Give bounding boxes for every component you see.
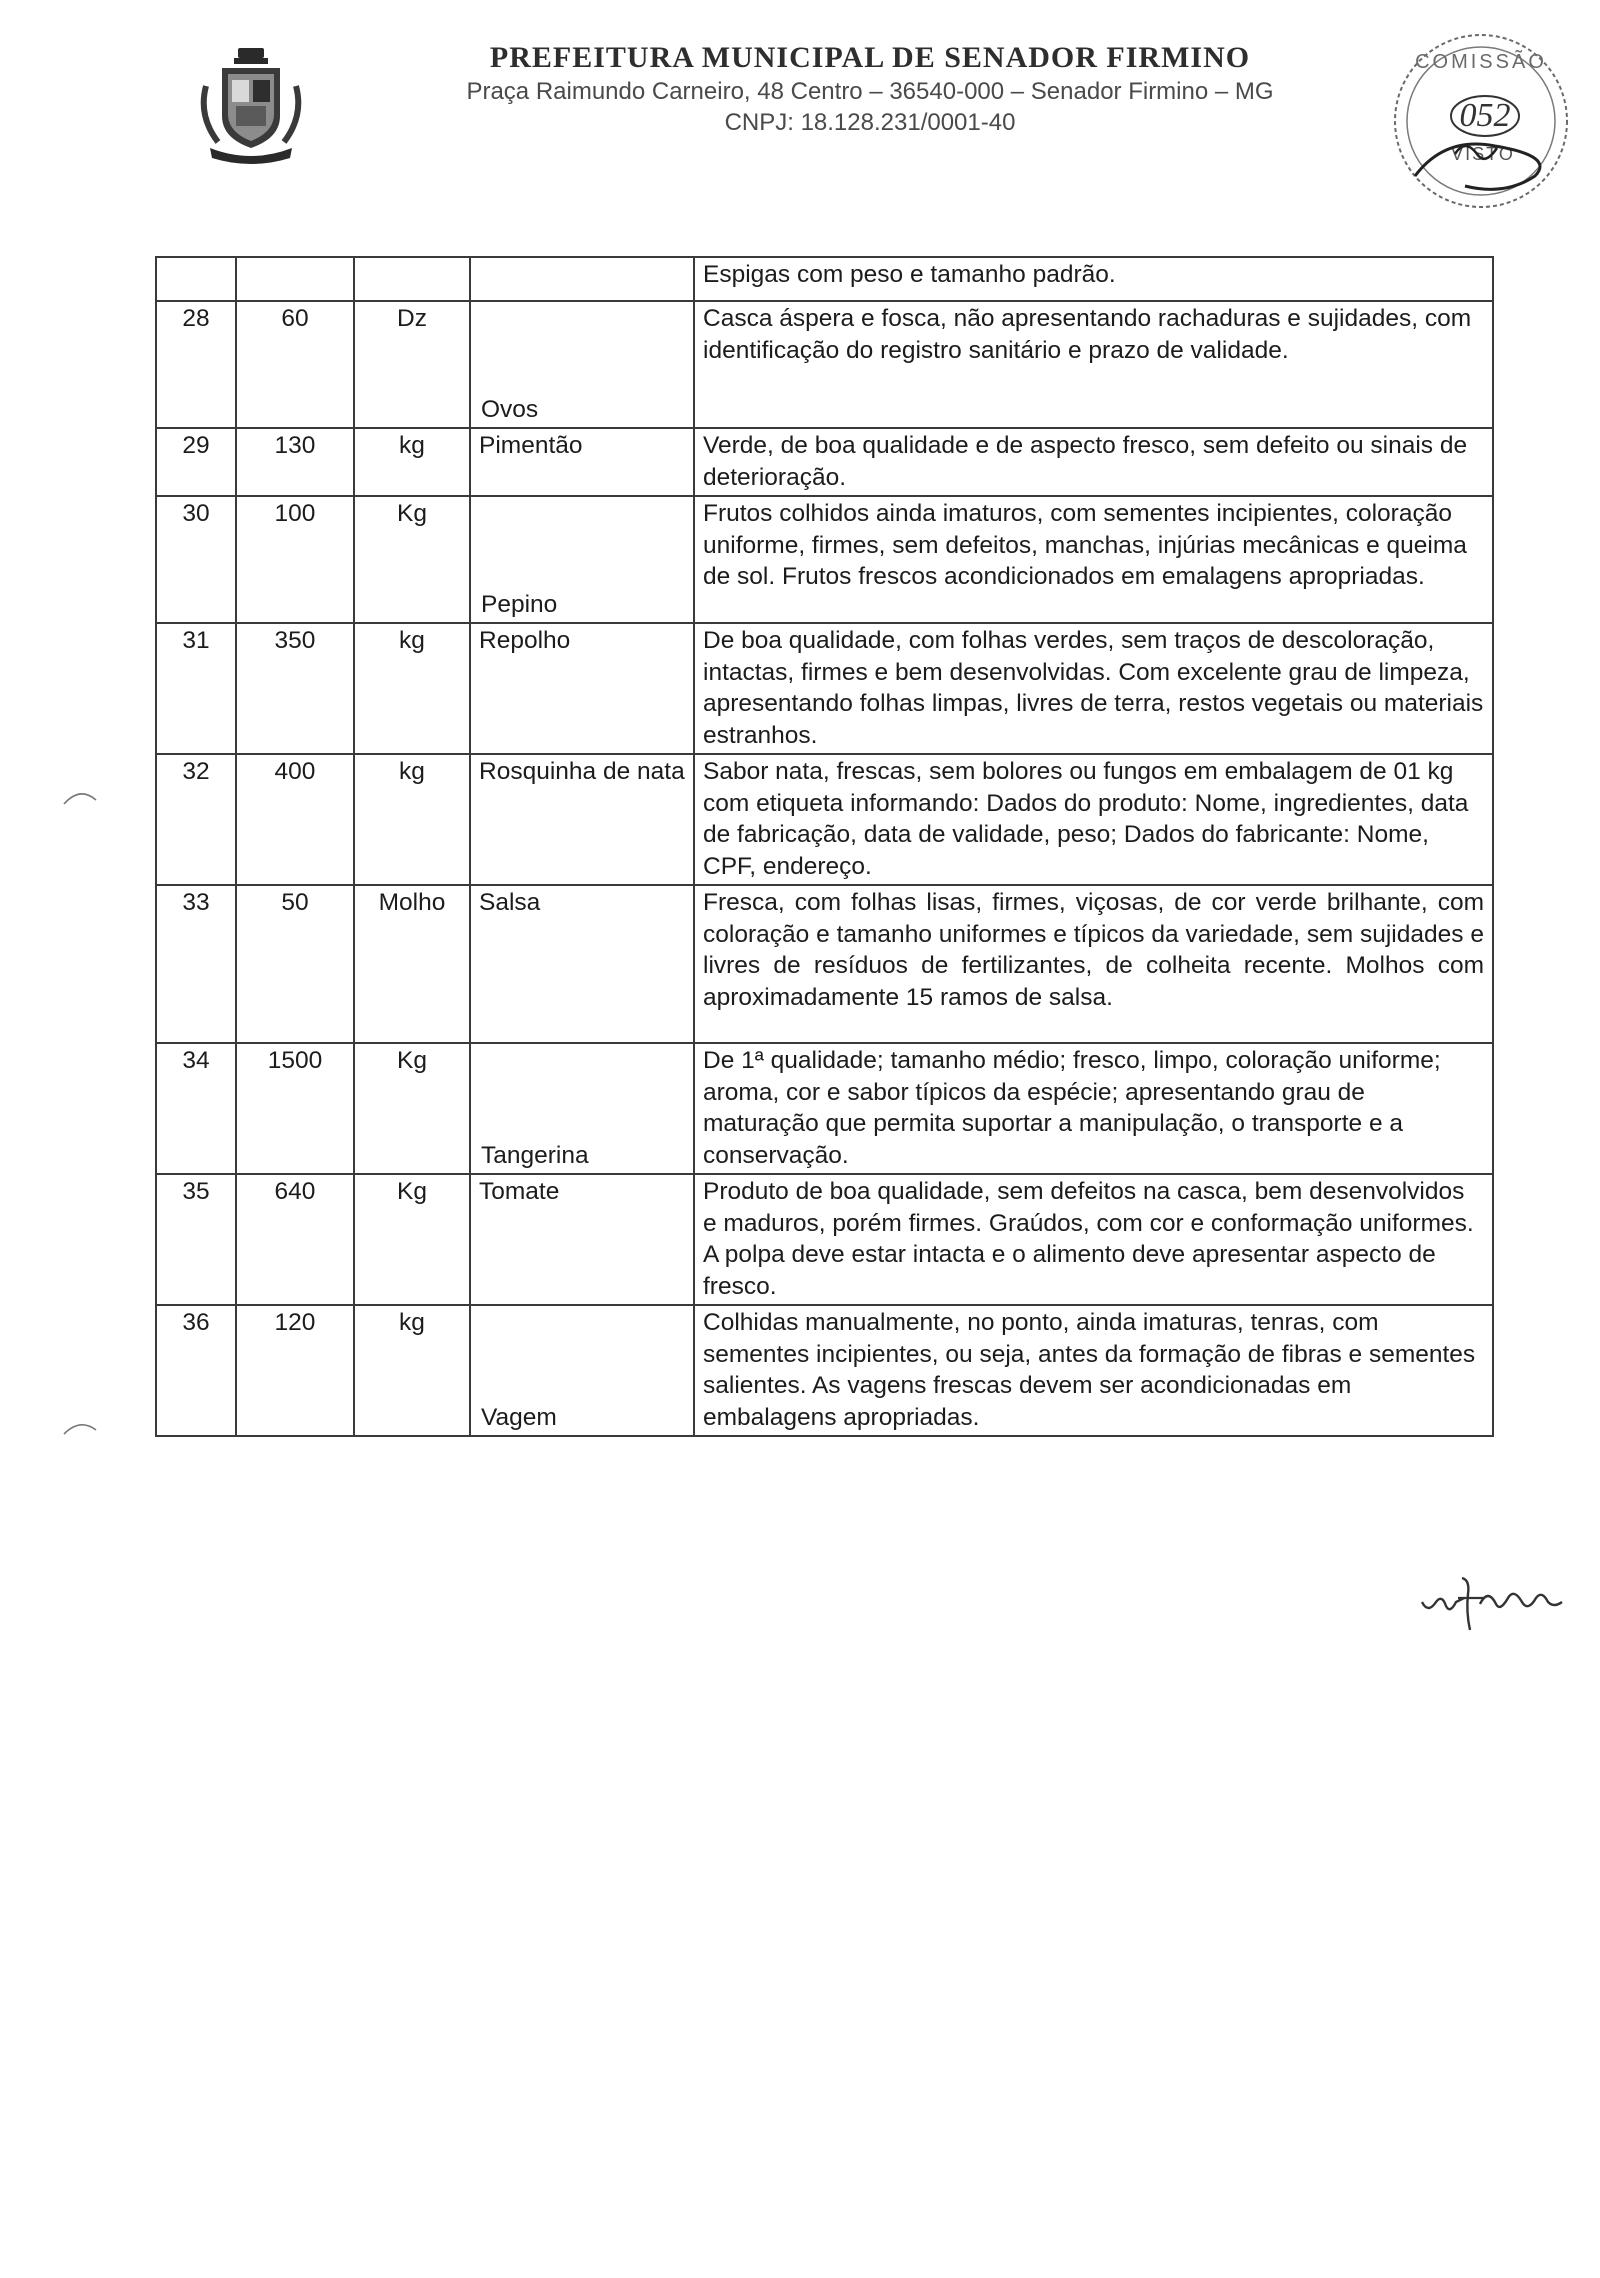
- item-number: 32: [156, 754, 236, 885]
- item-product: Tomate: [479, 1178, 560, 1205]
- item-number: 36: [156, 1305, 236, 1436]
- item-unit: Kg: [354, 496, 470, 623]
- item-unit: kg: [354, 1305, 470, 1436]
- item-number-cell: [156, 257, 236, 301]
- item-product: Vagem: [481, 1403, 557, 1431]
- item-unit: Kg: [354, 1043, 470, 1174]
- municipality-cnpj: CNPJ: 18.128.231/0001-40: [724, 109, 1016, 136]
- item-quantity-cell: [236, 257, 354, 301]
- margin-mark-icon: [60, 780, 100, 810]
- item-description: De 1ª qualidade; tamanho médio; fresco, limpo, coloração uniforme; aroma, cor e sabor típicos da espécie; apresentando grau de maturação que permita suportar a manipulação, o transporte e a conservação.: [694, 1043, 1493, 1174]
- stamp-page-number: 052: [1459, 97, 1511, 134]
- item-quantity: 130: [236, 428, 354, 496]
- item-product-cell: [470, 1305, 694, 1436]
- item-number: 31: [156, 623, 236, 754]
- item-description: Verde, de boa qualidade e de aspecto fresco, sem defeito ou sinais de deterioração.: [694, 428, 1493, 496]
- item-description: Produto de boa qualidade, sem defeitos na casca, bem desenvolvidos e maduros, porém firmes. Graúdos, com cor e conformação uniformes. A polpa deve estar intacta e o alimento deve apresentar aspecto de fresco.: [694, 1174, 1493, 1305]
- table-row: [156, 428, 1493, 496]
- item-quantity: 400: [236, 754, 354, 885]
- item-product-cell: [470, 623, 694, 754]
- municipal-crest-icon: [192, 46, 310, 166]
- item-product-cell: [470, 1174, 694, 1305]
- item-unit: kg: [354, 754, 470, 885]
- municipality-name: PREFEITURA MUNICIPAL DE SENADOR FIRMINO: [489, 41, 1251, 74]
- item-number: 34: [156, 1043, 236, 1174]
- item-unit: kg: [354, 623, 470, 754]
- item-product-cell: [470, 496, 694, 623]
- table-row: [156, 301, 1493, 428]
- item-product-cell: [470, 885, 694, 1043]
- item-product-cell: [470, 1043, 694, 1174]
- items-table-body: [156, 257, 1493, 1436]
- item-quantity: 1500: [236, 1043, 354, 1174]
- table-row: [156, 1305, 1493, 1436]
- table-row: [156, 754, 1493, 885]
- item-description: De boa qualidade, com folhas verdes, sem traços de descoloração, intactas, firmes e bem desenvolvidas. Com excelente grau de limpeza, apresentando folhas limpas, livres de terra, restos vegetais ou materiais estranhos.: [694, 623, 1493, 754]
- signature: [1418, 1568, 1568, 1638]
- item-quantity: 100: [236, 496, 354, 623]
- item-product-cell: [470, 428, 694, 496]
- items-table: [155, 256, 1494, 1437]
- stamp-label: VISTO: [1451, 144, 1515, 164]
- item-unit: Dz: [354, 301, 470, 428]
- item-description: Fresca, com folhas lisas, firmes, viçosas, de cor verde brilhante, com coloração e tamanho uniformes e típicos da variedade, sem sujidades e livres de resíduos de fertilizantes, de colheita recente. Molhos com aproximadamente 15 ramos de salsa.: [694, 885, 1493, 1043]
- item-product: Pepino: [481, 590, 558, 618]
- item-product: Tangerina: [481, 1141, 589, 1169]
- letterhead-text: [330, 40, 1410, 138]
- item-quantity: 120: [236, 1305, 354, 1436]
- item-product: Repolho: [479, 627, 571, 654]
- table-row-continuation: [156, 257, 1493, 301]
- item-quantity: 60: [236, 301, 354, 428]
- table-row: [156, 1043, 1493, 1174]
- municipality-address: Praça Raimundo Carneiro, 48 Centro – 36540-000 – Senador Firmino – MG: [466, 78, 1274, 105]
- item-unit: Molho: [354, 885, 470, 1043]
- item-quantity: 350: [236, 623, 354, 754]
- table-row: [156, 623, 1493, 754]
- item-product: Pimentão: [479, 432, 583, 459]
- item-number: 33: [156, 885, 236, 1043]
- item-number: 35: [156, 1174, 236, 1305]
- item-product: Salsa: [479, 889, 541, 916]
- commission-stamp: [1385, 26, 1577, 216]
- item-product: Rosquinha de nata: [479, 758, 685, 785]
- table-row: [156, 1174, 1493, 1305]
- item-quantity: 640: [236, 1174, 354, 1305]
- item-quantity: 50: [236, 885, 354, 1043]
- item-unit: kg: [354, 428, 470, 496]
- item-description: Espigas com peso e tamanho padrão.: [694, 257, 1493, 301]
- letterhead: [0, 40, 1600, 170]
- table-row: [156, 885, 1493, 1043]
- item-product-cell: [470, 754, 694, 885]
- item-number: 30: [156, 496, 236, 623]
- stamp-text: COMISSÃO: [1415, 51, 1547, 73]
- margin-mark-icon: [60, 1412, 100, 1442]
- table-row: [156, 496, 1493, 623]
- item-description: Colhidas manualmente, no ponto, ainda imaturas, tenras, com sementes incipientes, ou seja, antes da formação de fibras e sementes salientes. As vagens frescas devem ser acondicionadas em embalagens apropriadas.: [694, 1305, 1493, 1436]
- item-number: 29: [156, 428, 236, 496]
- item-product-cell: [470, 301, 694, 428]
- item-description: Sabor nata, frescas, sem bolores ou fungos em embalagem de 01 kg com etiqueta informando: Dados do produto: Nome, ingredientes, data de fabricação, data de validade, peso; Dados do fabricante: Nome, CPF, endereço.: [694, 754, 1493, 885]
- item-description: Frutos colhidos ainda imaturos, com sementes incipientes, coloração uniforme, firmes, sem defeitos, manchas, injúrias mecânicas e queima de sol. Frutos frescos acondicionados em emalagens apropriadas.: [694, 496, 1493, 623]
- item-number: 28: [156, 301, 236, 428]
- item-unit: Kg: [354, 1174, 470, 1305]
- item-product-cell: [470, 257, 694, 301]
- item-unit-cell: [354, 257, 470, 301]
- item-product: Ovos: [481, 395, 539, 423]
- item-description: Casca áspera e fosca, não apresentando rachaduras e sujidades, com identificação do registro sanitário e prazo de validade.: [694, 301, 1493, 428]
